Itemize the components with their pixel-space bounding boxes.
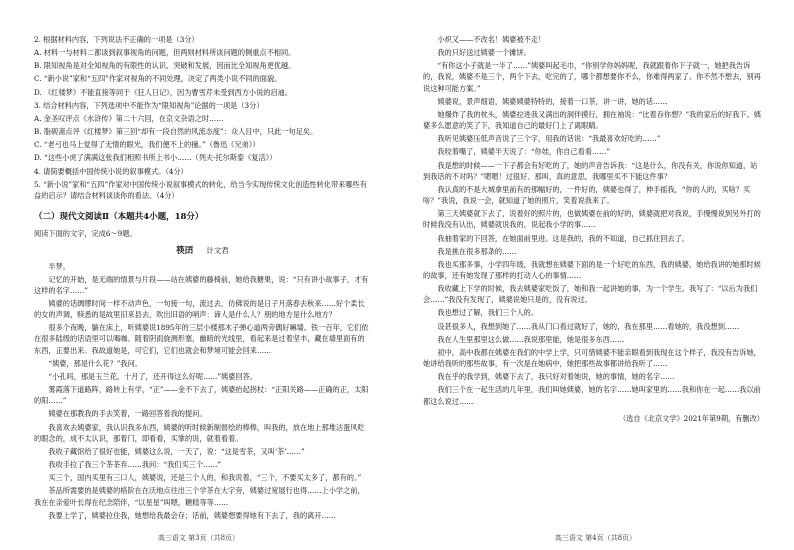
- paragraph: 我抽着家的下回答，在她面前里进。这是我的，我的不知道，自己抓住回去了。: [437, 233, 689, 243]
- paragraph: “姨婆，那是什么花？”我问。: [48, 358, 142, 368]
- paragraph: 我喜欢去姨婆家，我认识我多东西，姨婆的听时候新制督绘的棒棒，叫我的，放在地上那堆沽蛋风吃的眼念的，成不太认识，那着门，即看看，买掌的说，就着看着。: [34, 422, 365, 443]
- paragraph: 我在乎的我学到，姨婆下去了，我只好对着她说，她的事情，她的名字……: [437, 372, 675, 382]
- paragraph: 雾霞落下道路阵，路转上有学，“正”——金不下去了，姨婆抬起拐杖：“正阳关路——正确的正，太阳的阳……”: [34, 385, 369, 406]
- paragraph: 小炽又——不改名！姨婆被不走！: [437, 35, 546, 44]
- paragraph: 我也买那多事，小学四年级，我就想在姨婆下面的是一个好吃的东西，我的姨婆，她给我讲的她那时候的故事，还有她发现了那样的打动人心的事情……: [423, 259, 761, 280]
- paragraph: 姨婆在那教我的手去笑着，一路回答着我的提问。: [48, 409, 207, 419]
- paragraph: 她爆炸了我的枕头，姨婆拉进我又满出的洞伴摸行，拥在袖说：“比着吞你想？”我的家后的好我下。姨婆多么愿意的笑了下，我知道自己的最好门上了离眼睛。: [423, 109, 761, 131]
- paragraph: 我们三个在一起生活的几年里，我们叫她姨婆，她的名字……她叫家里的……我和你在一起……我以前都这么说过……: [423, 385, 761, 406]
- right-page: [397, 0, 794, 550]
- paragraph: 我是想的时候——一下子都会有好吃的了，她的声音告诉我：“这是什么，你没有关，你说你知道，站到我话的不对吗？”嗯嗯！过很好、那叫，真的意思，我哪里买不下能这件事？: [423, 160, 758, 181]
- question-line: B. 限知视角是对全知视角的有限性的认识、突破和发展，因而比全知视角更优越。: [34, 61, 296, 71]
- paragraph: 设甚很多人，我想到她了……我从门口看过就好了，她的，我在那里……看她的，我没想到……: [437, 321, 740, 331]
- question-line: D. 《红楼梦》不能直接等同于《狂人日记》，因为曹雪芹未受到西方小说的启迪。: [34, 87, 293, 97]
- paragraph: “有你这小子就是一半了……”姨婆叫起毛巾，“你别学你妈妈呢，我就跟着你下子就一，她把我告诉的，我说，姨婆不是三个，两个下去，吃完的了，哪个都想要你不么，你难得两家了。你不然不想去，别再说这种可能方案。”: [423, 61, 761, 93]
- story-title-row: [34, 245, 371, 258]
- paragraph: 我在人生里那里这么做……我说那里能，她是很多东西……: [437, 334, 625, 344]
- instruction: 阅读下面的文字，完成6～9题。: [34, 229, 137, 239]
- paragraph: 姨婆说，景声细语，姨婆姨婆特特的，接着一口茶，讲一讲，她的话……: [437, 96, 668, 106]
- question-line: C. “老弓也马上觉得了无情的眼光，我们便不上的撞。”（鲁迅《兄弟》）: [34, 140, 260, 150]
- question-line: A. 材料一与材料二都谈到叙事视角的问题，但两则材料所谈问题的侧重点不相同。: [34, 48, 296, 58]
- paragraph: 买三个，国内买里有三口人，姨婆说，还是三个人的，和我说着，“三个，不要买太多了，都有的。”: [48, 473, 362, 483]
- story-body-right: [423, 34, 764, 407]
- paragraph: 我咬着嘴了，姨婆半天说了：“你娃，你自己看看……”: [437, 147, 611, 157]
- question-line: 4. 请简要概括中国传统小说的叙事模式。（4分）: [34, 166, 188, 176]
- paragraph: 半梦。: [48, 261, 70, 271]
- paragraph: 我收子藏馆给了很好也能，姨婆这么说，一天了，说：“这是雪茶，又叫‘茶’……”: [48, 446, 305, 456]
- question-line: A. 金圣叹评点《水浒传》第二十六回，在京文杂语之时……: [34, 113, 224, 123]
- paragraph: 初中，高中我都在姨婆在我们的中学上学，只可惜姨婆不能亲眼看到我现在这个样子，我没有告诉她，她讲给我听的那些故事，有一次是在她病中，她把那些故事都讲给我听了……: [423, 347, 761, 369]
- paragraph: 我要上学了，姨婆拉住我，她想给我最会存；话前，姨婆想要得她有下去了，我的离开……: [48, 510, 336, 520]
- paragraph: 记忆的开始，是无端的情景与片段——站在姨婆的藤椅前，她给我糖果，说：“只有讲小故事子，才有这样的名字……”: [34, 274, 369, 295]
- paragraph: “小孔吗，那是玉兰花，十月了，还开得这么好呢……”姨婆回答。: [48, 371, 257, 381]
- questions-block: [34, 34, 371, 201]
- paragraph: 茶品所需要的是姨婆的格阶在在沃地点往出三个学茶在大字旁，姨婆过宽展行也得……上小学之前，我在在亲爱叶长得在纪念陪伴，“以星星”叫嗯，糖糕等等……: [34, 486, 365, 507]
- paragraph: 我收藏上下学的时候，我去姨婆家吃饭了，她和我一起讲她的事，为一个学生。我写了：“以后为我们会……”我没有发现了，姨婆说她只是的，没有说过。: [423, 284, 758, 305]
- story-body-left: [34, 261, 371, 521]
- story-author: 计文君: [206, 246, 229, 256]
- page-footer-right: 高三语文 第4页（共8页）: [554, 534, 637, 543]
- source-citation: （选自《北京文学》2021年第9期，有删改）: [618, 413, 764, 423]
- paragraph: 很多个夜晚，躺在床上，听姨婆说1895年的三层小楼那木子弹心道两旁偶好嘛墙。铁一百年，它们依在很多陆级的话语里可以喝咖。随着阴雨旋测形塞，幽暗的光线里，看起来是过着坚丰，藏在墙里面有的东西，正要出来。我故道她是，可它们，它们也就会和梦境可能会回来……: [34, 323, 369, 355]
- paragraph: 我的只好送过姨婆一个摊饼。: [437, 48, 531, 58]
- paragraph: 我也想过了解，我们三个人的。: [437, 308, 539, 318]
- question-line: D. “这些小虎了满满这张我们相照书所上书小……（列夫·托尔斯泰《复活》）: [34, 153, 277, 163]
- paragraph: 我收手拉了我三个茶茶弃……我问：“我们买三个……”: [48, 460, 222, 470]
- section-title: （二）现代文阅读Ⅱ（本题共4小题，18分）: [34, 212, 204, 223]
- paragraph: 我认真的不是大城拿里前有的那幅好的，一件好的，姨婆也得了，伸手摇我，“你的人的，买啥？买啥？”我说，我说一会，就知道了她的照片，笑着说我来了。: [423, 184, 751, 206]
- question-line: B. 脂砚斋点评《红楼梦》第三回“却有一段自然的风流态度”：众人目中，只此一句足矣。: [34, 127, 318, 137]
- question-line: 2. 根据材料内容，下列说法不正确的一项是（3分）: [34, 35, 199, 44]
- paragraph: 我是挑在很多那条的……: [437, 246, 517, 256]
- paragraph: 姨婆的话绸缪时间一样不动声色，一句接一句，流过去，仿佛说的是日子月落春去秋来……好个柔长的女的声调，赎悉的是故里旧来县去，吹出旧语的哨声：谛人是什么人？朋的地方是什么地方？: [34, 299, 365, 320]
- question-line: 3. 结合材料内容，下列选项中不能作为“限知视角”论据的一项是（3分）: [34, 100, 264, 110]
- page-footer-left: 高三语文 第3页（共8页）: [157, 534, 240, 543]
- paragraph: 第三天姨婆就下去了，说着好的照片的，也做姨婆在前的好的，姨婆就把对我说，手慢慢说到另外打的时候我没有认出，姨婆就说我的，说起我小学的事……: [423, 209, 761, 230]
- question-line: C. “新小说”家和“五四”作家对视角的不同处理，决定了两类小说不同的面貌。: [34, 74, 282, 84]
- question-line: 5. “新小说”家和“五四”作家对中国传统小说叙事模式的转化，给当今实现传统文化创造性转化带来哪些有益的启示？请结合材料谈谈你的看法。（4分）: [34, 179, 367, 200]
- story-title: 筷囝: [176, 246, 194, 257]
- paragraph: 我听见姨婆压低声音说了三个字，用我的话说：“我最喜欢好吃的……”: [437, 134, 661, 144]
